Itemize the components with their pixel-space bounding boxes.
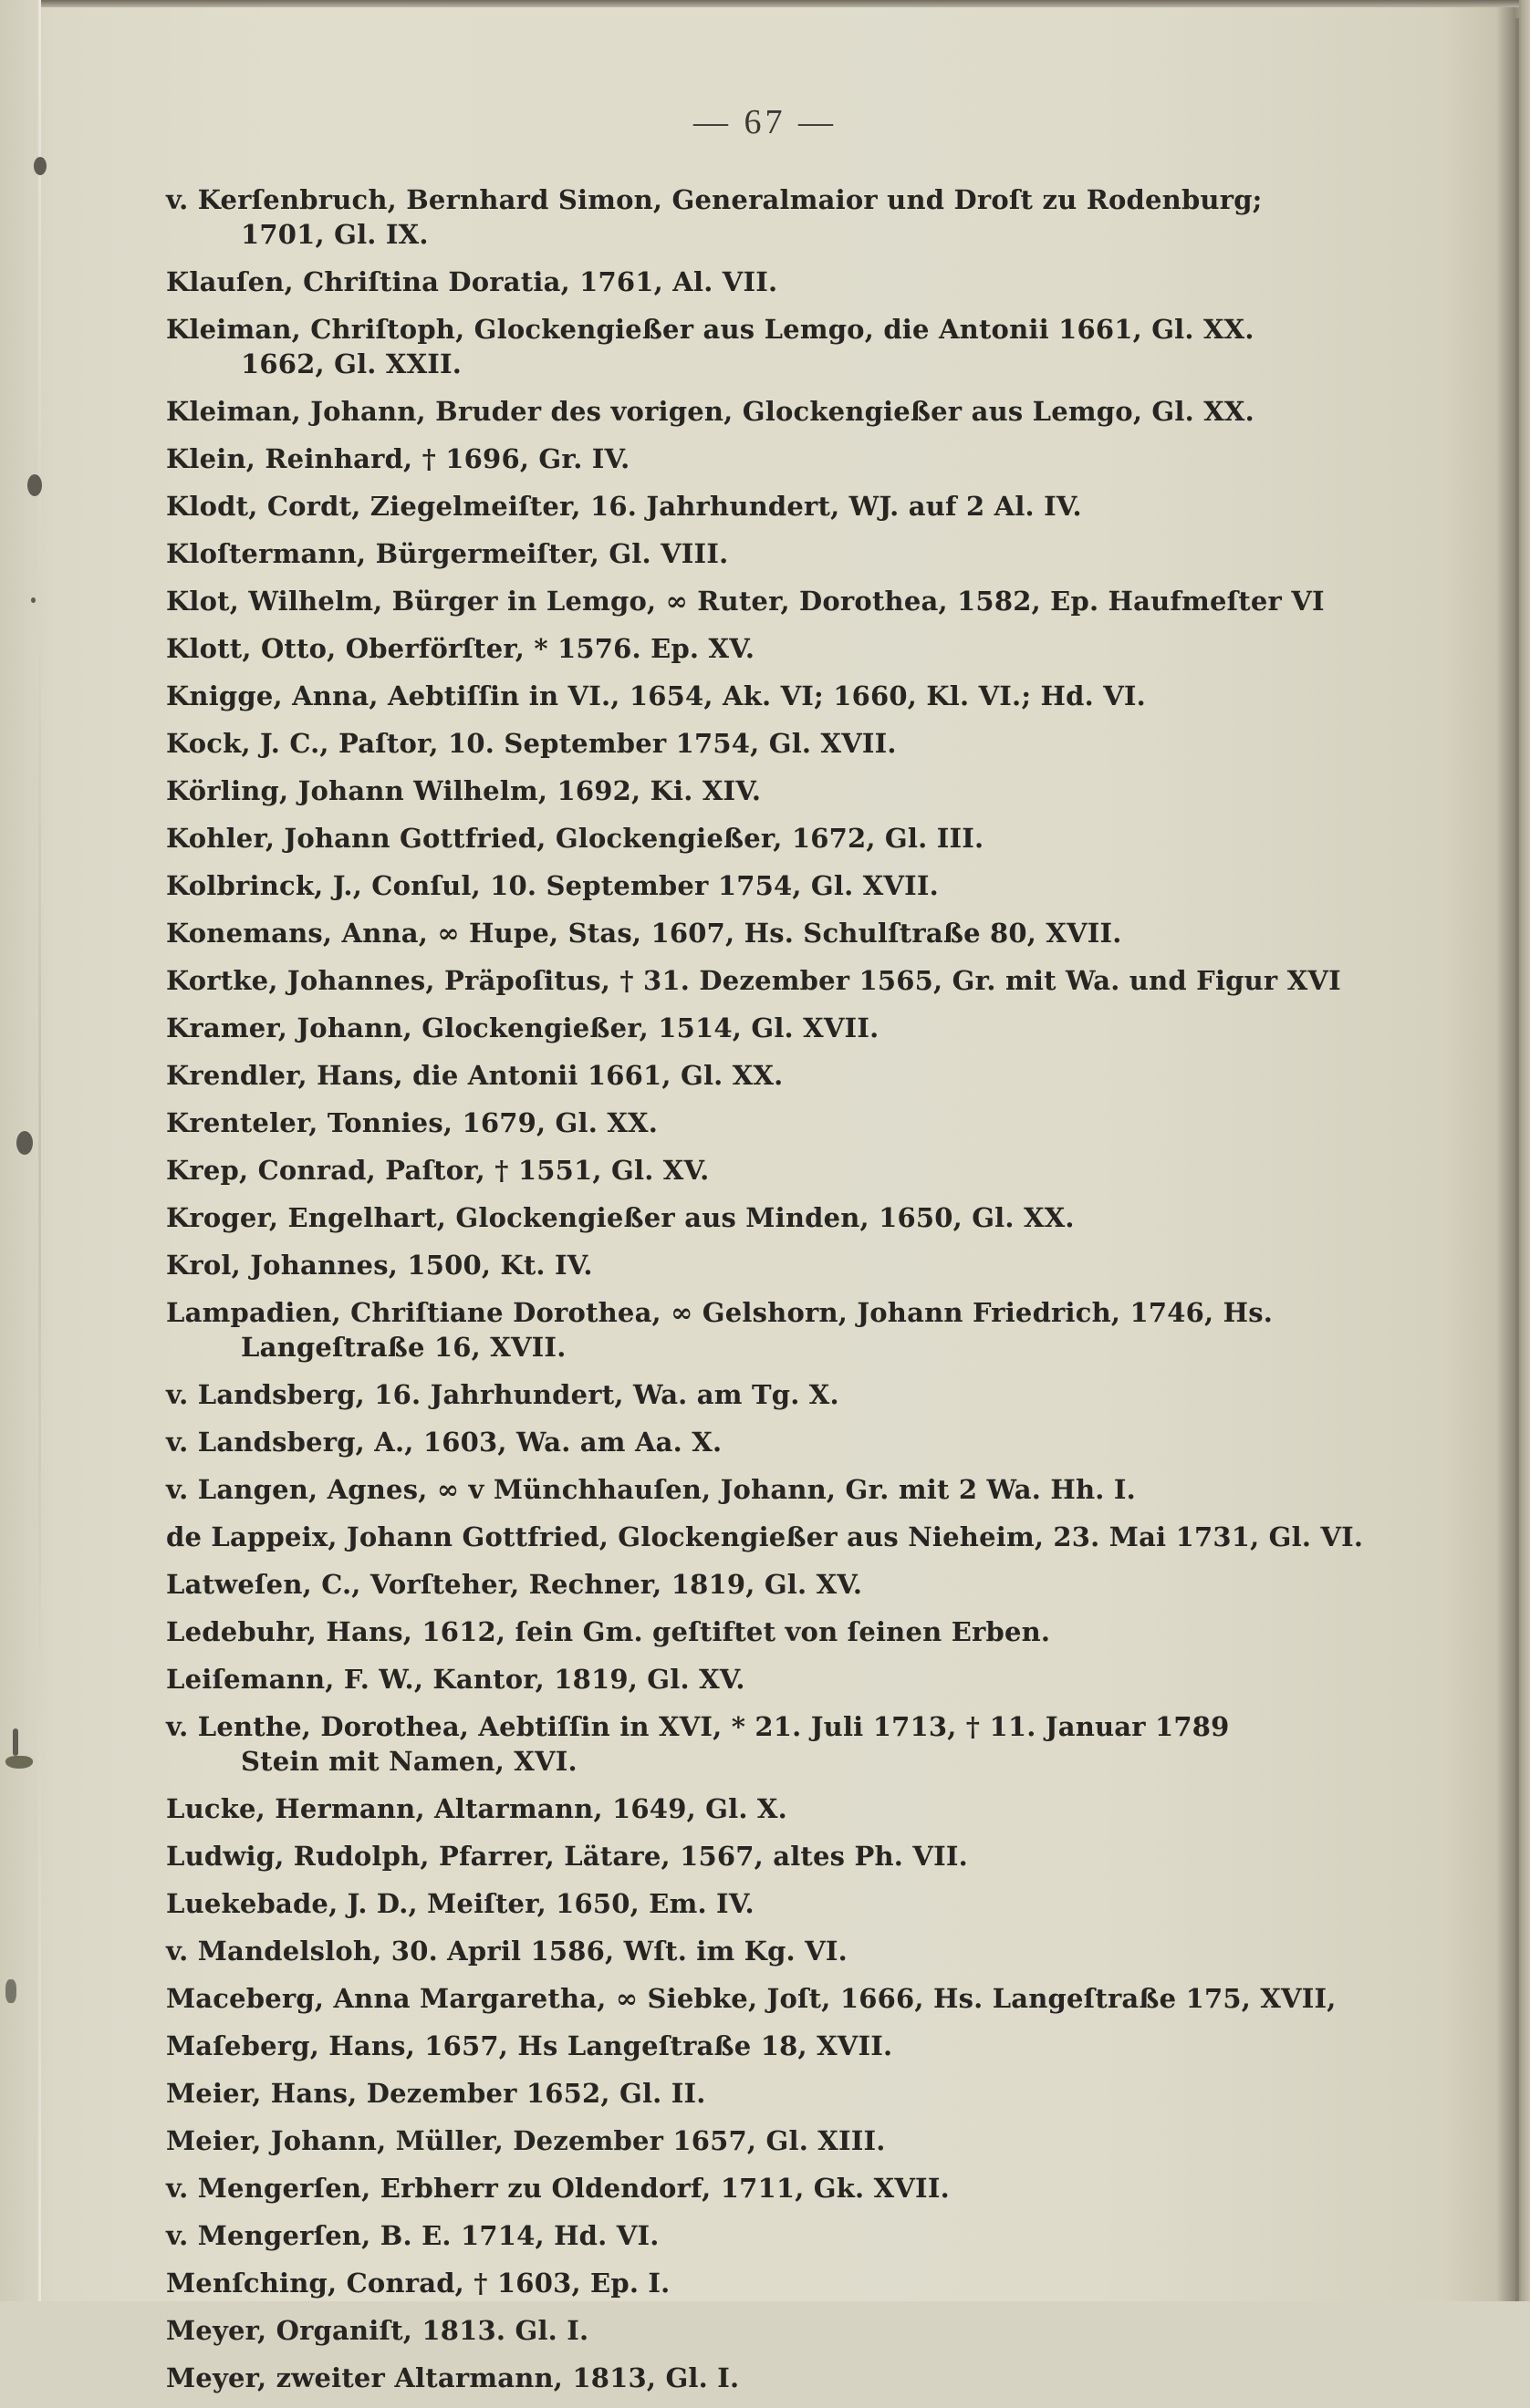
- index-entry: [166, 1934, 1370, 1968]
- index-entry: [166, 2076, 1370, 2111]
- index-entry-continuation: Langeſtraße 16, XVII.: [241, 1332, 567, 1363]
- index-entry-text: Lampadien, Chriſtiane Dorothea, ∞ Gelshorn, Johann Friedrich, 1746, Hs.: [166, 1297, 1274, 1328]
- index-entry-text: Lucke, Hermann, Altarmann, 1649, Gl. X.: [166, 1793, 787, 1824]
- index-entry-text: Ludwig, Rudolph, Pfarrer, Lätare, 1567, altes Ph. VII.: [166, 1841, 968, 1872]
- index-entry: [166, 726, 1370, 761]
- index-entry-text: Kolbrinck, J., Conſul, 10. September 1754, Gl. XVII.: [166, 870, 939, 901]
- index-entry-text: Krol, Johannes, 1500, Kt. IV.: [166, 1250, 593, 1281]
- index-entry: [166, 679, 1370, 713]
- binding-stitch-mark: [5, 1756, 33, 1769]
- index-entry-text: v. Mandelsloh, 30. April 1586, Wſt. im Kg. VI.: [166, 1936, 848, 1967]
- index-entry-text: Klodt, Cordt, Ziegelmeiſter, 16. Jahrhundert, WJ. auf 2 Al. IV.: [166, 491, 1082, 522]
- index-entry: [166, 1200, 1370, 1235]
- index-entry-text: Körling, Johann Wilhelm, 1692, Ki. XIV.: [166, 775, 762, 806]
- index-entry-text: Klot, Wilhelm, Bürger in Lemgo, ∞ Ruter, Dorothea, 1582, Ep. Haufmeſter VI: [166, 586, 1325, 617]
- index-entry: [166, 631, 1370, 666]
- index-entry-text: Kramer, Johann, Glockengießer, 1514, Gl. XVII.: [166, 1012, 879, 1043]
- binding-stitch-mark: [31, 597, 36, 603]
- index-entry: [166, 1567, 1370, 1602]
- index-entry: [166, 2266, 1370, 2300]
- index-entry-text: Krendler, Hans, die Antonii 1661, Gl. XX.: [166, 1060, 784, 1091]
- index-entry: [166, 489, 1370, 524]
- page-right-margin: [1521, 0, 1530, 2301]
- index-entry-text: Latweſen, C., Vorſteher, Rechner, 1819, Gl. XV.: [166, 1569, 863, 1600]
- index-entry-continuation: 1662, Gl. XXII.: [241, 348, 463, 379]
- index-entry-text: v. Langen, Agnes, ∞ v Münchhauſen, Johann, Gr. mit 2 Wa. Hh. I.: [166, 1474, 1136, 1505]
- index-entry-text: Klein, Reinhard, † 1696, Gr. IV.: [166, 443, 630, 474]
- index-entry-text: Kohler, Johann Gottfried, Glockengießer, 1672, Gl. III.: [166, 823, 984, 854]
- index-entry: [166, 1791, 1370, 1826]
- index-entry: [166, 1472, 1370, 1507]
- index-entry: [166, 821, 1370, 856]
- index-entry-text: v. Mengerſen, B. E. 1714, Hd. VI.: [166, 2220, 660, 2251]
- index-entry-text: de Lappeix, Johann Gottfried, Glockengießer aus Nieheim, 23. Mai 1731, Gl. VI.: [166, 1521, 1364, 1552]
- index-entry-text: Kleiman, Chriſtoph, Glockengießer aus Lemgo, die Antonii 1661, Gl. XX.: [166, 314, 1254, 345]
- index-entry-text: v. Landsberg, 16. Jahrhundert, Wa. am Tg. X.: [166, 1379, 839, 1410]
- index-entry: [166, 1981, 1370, 2016]
- index-entry-text: Kleiman, Johann, Bruder des vorigen, Glockengießer aus Lemgo, Gl. XX.: [166, 396, 1254, 427]
- index-entries: [166, 182, 1370, 2408]
- index-entry-text: Leiſemann, F. W., Kantor, 1819, Gl. XV.: [166, 1664, 745, 1695]
- index-entry-text: v. Landsberg, A., 1603, Wa. am Aa. X.: [166, 1427, 723, 1458]
- index-entry: [166, 916, 1370, 950]
- index-entry: [166, 868, 1370, 903]
- index-entry-text: Meier, Hans, Dezember 1652, Gl. II.: [166, 2078, 706, 2109]
- index-entry: [166, 963, 1370, 998]
- index-entry: [166, 1839, 1370, 1873]
- index-entry: [166, 1520, 1370, 1554]
- index-entry: [166, 1614, 1370, 1649]
- index-entry: [166, 1662, 1370, 1697]
- index-entry: [166, 1058, 1370, 1093]
- index-entry-text: Ledebuhr, Hans, 1612, ſein Gm. geſtiftet von ſeinen Erben.: [166, 1616, 1051, 1647]
- binding-stitch-mark: [13, 1728, 18, 1756]
- index-entry: [166, 2218, 1370, 2253]
- index-entry: [166, 2171, 1370, 2206]
- index-entry-text: Kroger, Engelhart, Glockengießer aus Minden, 1650, Gl. XX.: [166, 1202, 1075, 1233]
- index-entry-text: v. Mengerſen, Erbherr zu Oldendorf, 1711, Gk. XVII.: [166, 2173, 950, 2204]
- index-entry-text: Knigge, Anna, Aebtiſſin in VI., 1654, Ak. VI; 1660, Kl. VI.; Hd. VI.: [166, 680, 1146, 711]
- index-entry-text: Kortke, Johannes, Präpoſitus, † 31. Dezember 1565, Gr. mit Wa. und Figur XVI: [166, 965, 1341, 996]
- index-entry-text: Krenteler, Tonnies, 1679, Gl. XX.: [166, 1107, 659, 1138]
- index-entry-text: Maceberg, Anna Margaretha, ∞ Siebke, Joſt, 1666, Hs. Langeſtraße 175, XVII,: [166, 1983, 1337, 2014]
- index-entry: [166, 1295, 1370, 1365]
- index-entry: [166, 2029, 1370, 2063]
- page-number: — 67 —: [693, 103, 837, 141]
- index-entry-text: v. Lenthe, Dorothea, Aebtiſſin in XVI, * 21. Juli 1713, † 11. Januar 1789: [166, 1711, 1230, 1742]
- index-entry-text: Kloſtermann, Bürgermeiſter, Gl. VIII.: [166, 538, 729, 569]
- index-entry: [166, 1153, 1370, 1188]
- index-entry-text: Maſeberg, Hans, 1657, Hs Langeſtraße 18, XVII.: [166, 2030, 893, 2061]
- index-entry: [166, 1377, 1370, 1412]
- index-entry: [166, 182, 1370, 252]
- index-entry-continuation: Stein mit Namen, XVI.: [241, 1746, 578, 1777]
- index-entry-text: Meyer, zweiter Altarmann, 1813, Gl. I.: [166, 2362, 740, 2393]
- index-entry: [166, 394, 1370, 429]
- binding-gutter: [38, 0, 41, 2301]
- index-entry-text: Meier, Johann, Müller, Dezember 1657, Gl. XIII.: [166, 2125, 886, 2156]
- index-entry: [166, 2313, 1370, 2348]
- index-entry-text: v. Kerſenbruch, Bernhard Simon, Generalmaior und Droſt zu Rodenburg;: [166, 184, 1263, 215]
- index-entry: [166, 2361, 1370, 2395]
- index-entry-text: Klott, Otto, Oberförſter, * 1576. Ep. XV.: [166, 633, 755, 664]
- page-top-edge: [41, 0, 1519, 7]
- binding-stitch-mark: [16, 1131, 33, 1155]
- index-entry-text: Klauſen, Chriſtina Doratia, 1761, Al. VII.: [166, 266, 778, 297]
- index-entry: [166, 773, 1370, 808]
- page-right-edge: [1515, 18, 1519, 2301]
- index-entry-text: Konemans, Anna, ∞ Hupe, Stas, 1607, Hs. Schulſtraße 80, XVII.: [166, 918, 1122, 949]
- index-entry: [166, 1709, 1370, 1779]
- index-entry: [166, 536, 1370, 571]
- index-entry: [166, 1011, 1370, 1045]
- index-entry-text: Meyer, Organiſt, 1813. Gl. I.: [166, 2315, 589, 2346]
- index-entry-text: Kock, J. C., Paſtor, 10. September 1754, Gl. XVII.: [166, 728, 897, 759]
- index-entry: [166, 441, 1370, 476]
- index-entry: [166, 1425, 1370, 1459]
- index-entry-text: Luekebade, J. D., Meiſter, 1650, Em. IV.: [166, 1888, 755, 1919]
- index-entry: [166, 312, 1370, 381]
- binding-stitch-mark: [27, 474, 42, 496]
- binding-stitch-mark: [5, 1979, 16, 2003]
- binding-stitch-mark: [34, 157, 47, 175]
- index-entry-text: Krep, Conrad, Paſtor, † 1551, Gl. XV.: [166, 1155, 710, 1186]
- index-entry-text: Menſching, Conrad, † 1603, Ep. I.: [166, 2268, 671, 2299]
- index-entry: [166, 1105, 1370, 1140]
- index-entry: [166, 2123, 1370, 2158]
- index-entry-continuation: 1701, Gl. IX.: [241, 219, 429, 250]
- index-entry: [166, 1248, 1370, 1282]
- index-entry: [166, 1886, 1370, 1921]
- index-entry: [166, 584, 1370, 618]
- index-entry: [166, 265, 1370, 299]
